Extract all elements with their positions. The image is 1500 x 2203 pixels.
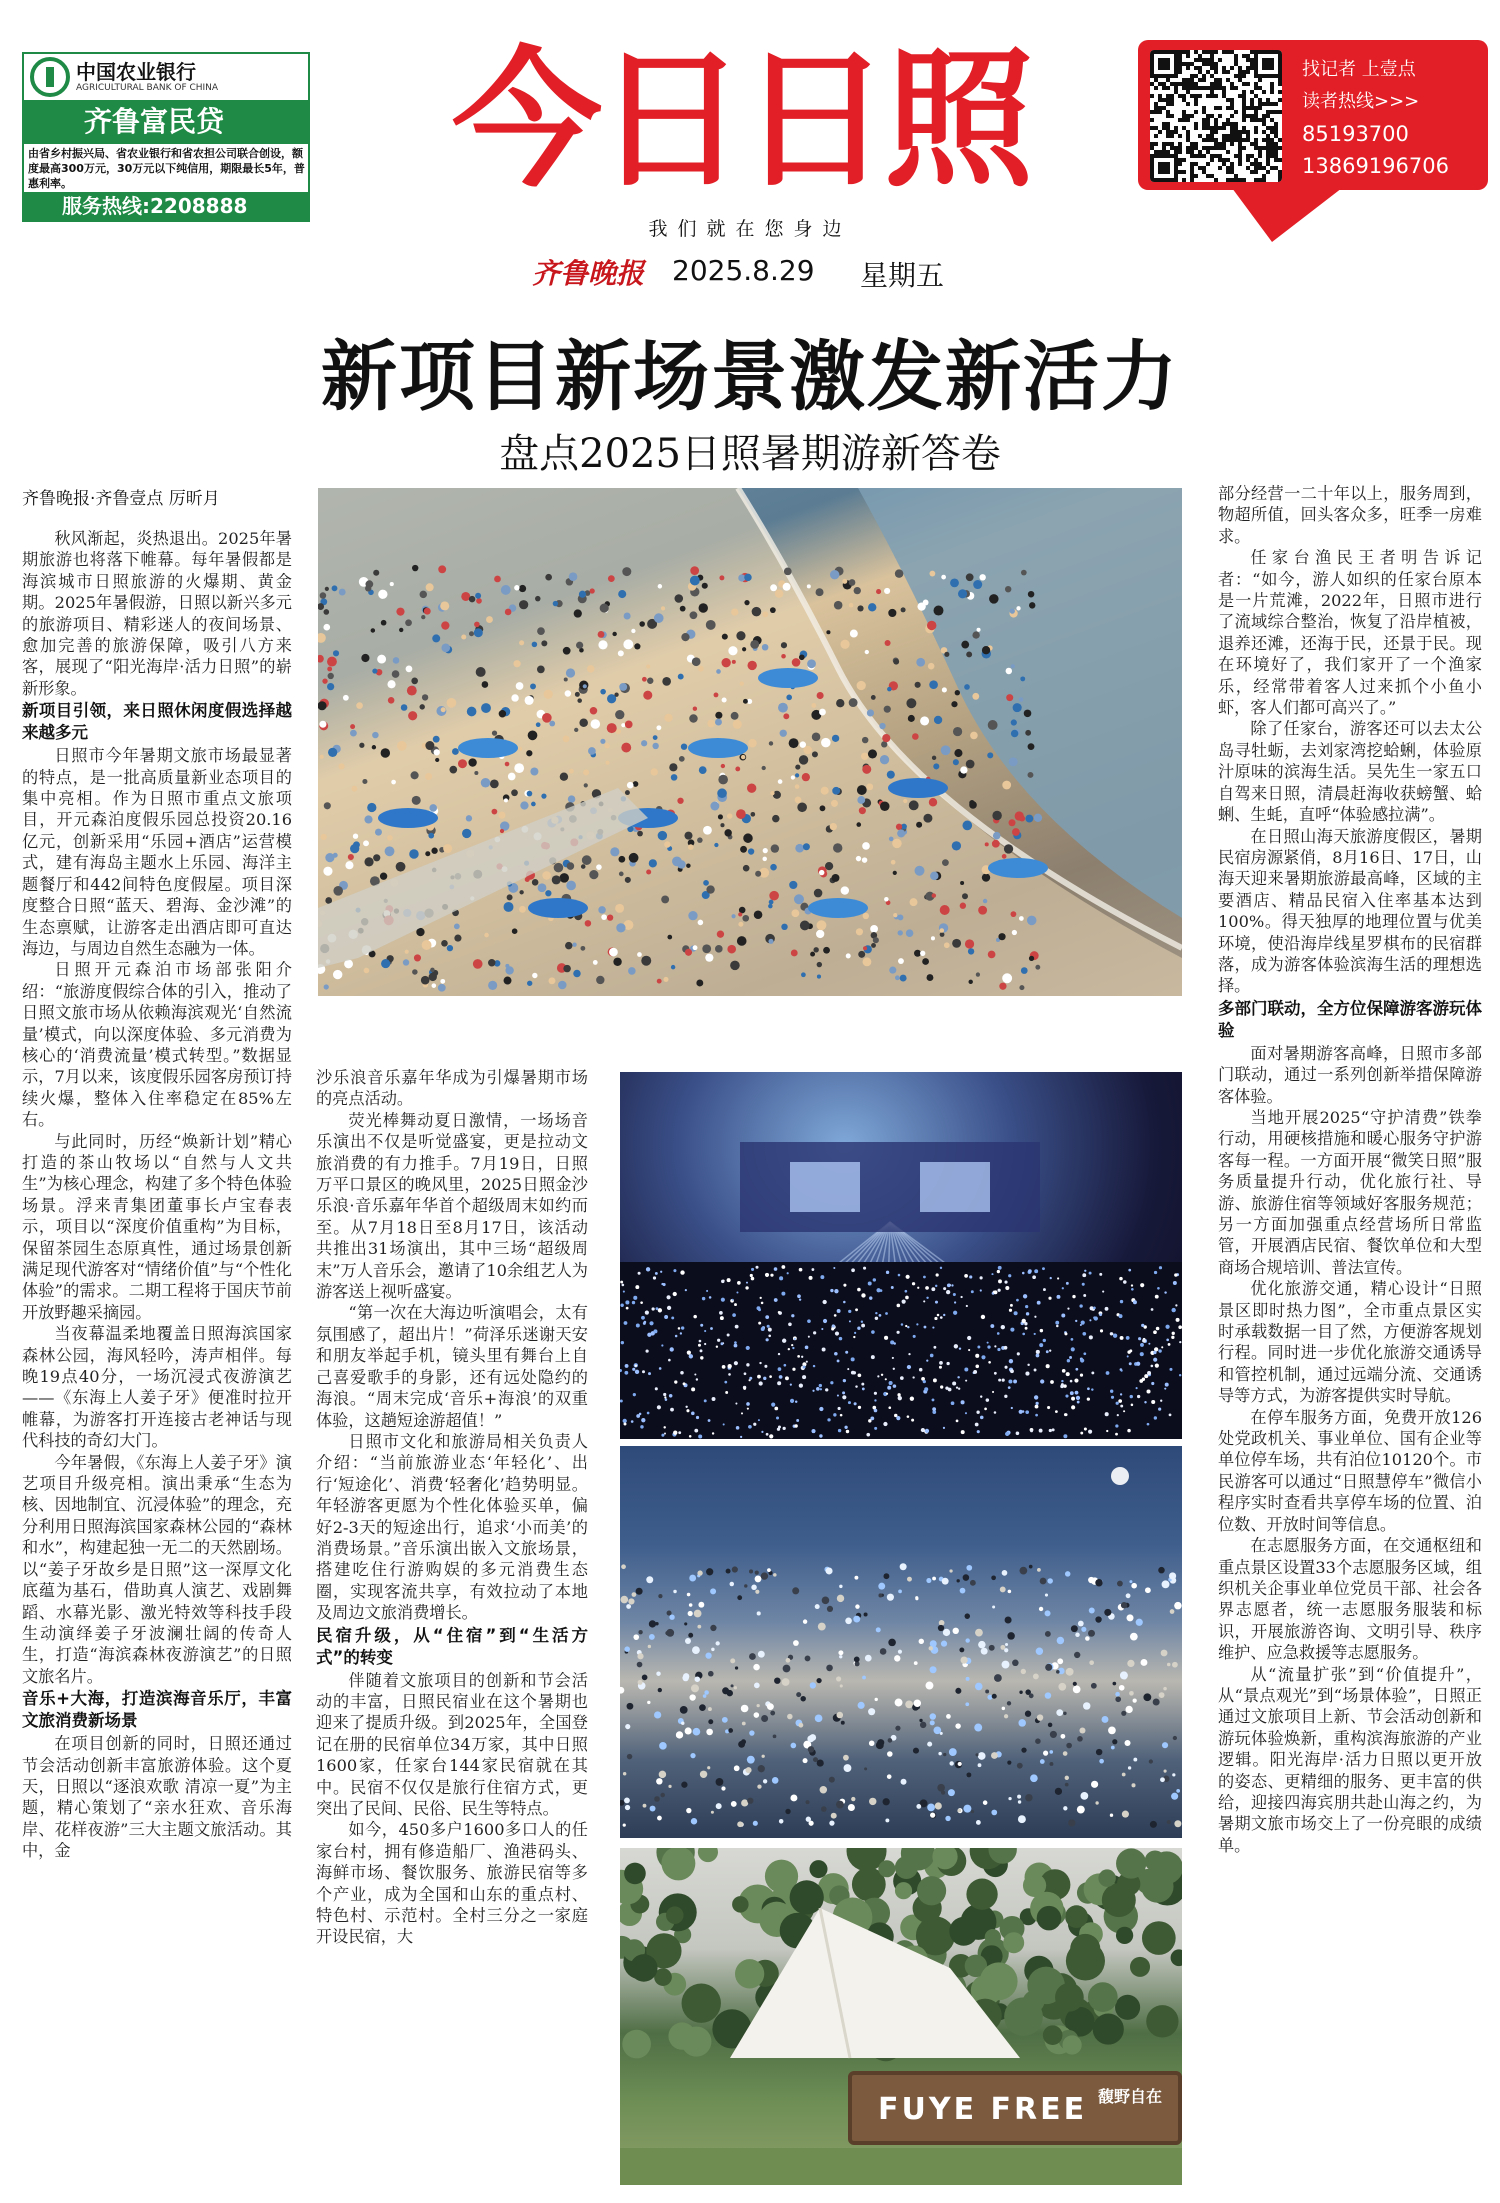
bank-name-en: AGRICULTURAL BANK OF CHINA (76, 83, 219, 93)
paragraph: 秋风渐起，炎热退出。2025年暑期旅游也将落下帷幕。每年暑假都是海滨城市日照旅游的火爆期、黄金期。2025年暑假游，日照以新兴多元的旅游项目、精彩迷人的夜间场景、愈加完善的旅游保障，吸引八方来客，展现了“阳光海岸·活力日照”的崭新形象。 (22, 529, 292, 698)
beach-crowd-photo (318, 488, 1182, 996)
camp-sign-text: FUYE FREE (878, 2092, 1088, 2127)
paragraph: 从“流量扩张”到“价值提升”，从“景点观光”到“场景体验”，日照正通过文旅项目上新、节会活动创新和游玩体验焕新，重构滨海旅游的产业逻辑。阳光海岸·活力日照以更开放的姿态、更精细的服务、更丰富的供给，迎接四海宾朋共赴山海之约，为暑期文旅市场交上了一份亮眼的成绩单。 (1218, 1664, 1482, 1855)
paragraph: 在停车服务方面，免费开放126处党政机关、事业单位、国有企业等单位停车场，共有泊位10120个。市民游客可以通过“日照慧停车”微信小程序实时查看共享停车场的位置、泊位数、开放时间等信息。 (1218, 1407, 1482, 1534)
bank-advertisement[interactable] (22, 52, 310, 222)
contact-phone-1[interactable]: 85193700 (1302, 122, 1409, 146)
paragraph: 荧光棒舞动夏日激情，一场场音乐演出不仅是听觉盛宴，更是拉动文旅消费的有力推手。7月19日，日照万平口景区的晚风里，2025日照金沙乐浪·音乐嘉年华首个超级周末如约而至。从7月18日至8月17日，该活动共推出31场演出，其中三场“超级周末”万人音乐会，邀请了10余组艺人为游客送上视听盛宴。 (316, 1110, 588, 1302)
paragraph: 除了任家台，游客还可以去太公岛寻牡蛎，去刘家湾挖蛤蜊，体验原汁原味的滨海生活。吴先生一家五口自驾来日照，清晨赶海收获螃蟹、蛤蜊、生蚝，直呼“体验感拉满”。 (1218, 719, 1482, 825)
paragraph: 沙乐浪音乐嘉年华成为引爆暑期市场的亮点活动。 (316, 1068, 588, 1109)
article-column-1 (22, 528, 292, 2193)
article-column-2 (316, 1067, 588, 2193)
paragraph: “第一次在大海边听演唱会，太有氛围感了，超出片！”荷泽乐迷谢天安和朋友举起手机，镜头里有舞台上自己喜爱歌手的身影，还有远处隐约的海浪。“周末完成‘音乐+海浪’的双重体验，这趟短途游超值！” (316, 1303, 588, 1430)
paragraph: 如今，450多户1600多口人的任家台村，拥有修造船厂、渔港码头、海鲜市场、餐饮服务、旅游民宿等多个产业，成为全国和山东的重点村、特色村、示范村。全村三分之一家庭开设民宿，大 (316, 1820, 588, 1947)
paragraph: 当地开展2025“守护清费”铁拳行动，用硬核措施和暖心服务守护游客每一程。一方面开展“微笑日照”服务质量提升行动，优化旅行社、导游、旅游住宿等领域好客服务规范；另一方面加强重点经营场所日常监管，开展酒店民宿、餐饮单位和大型商场合规培训、普法宣传。 (1218, 1107, 1482, 1277)
qr-code-icon[interactable] (1150, 50, 1282, 182)
camp-tent-photo (620, 1848, 1182, 2185)
paragraph: 日照市文化和旅游局相关负责人介绍：“当前旅游业态‘年轻化’、出行‘短途化’、消费‘轻奢化’趋势明显。年轻游客更愿为个性化体验买单，偏好2-3天的短途出行，追求‘小而美’的消费场景。”音乐演出嵌入文旅场景，搭建吃住行游购娱的多元消费生态圈，实现客流共享，有效拉动了本地及周边文旅消费增长。 (316, 1431, 588, 1623)
masthead-slogan: 我们就在您身边 (648, 218, 852, 240)
article-subheadline: 盘点2025日照暑期游新答卷 (499, 431, 1001, 477)
paragraph: 在项目创新的同时，日照还通过节会活动创新丰富旅游体验。这个夏天，日照以“逐浪欢歌 清凉一夏”为主题，精心策划了“亲水狂欢、音乐海岸、花样夜游”三大主题文旅活动。其中，金 (22, 1734, 292, 1861)
contact-line-hotline: 读者热线>>> (1302, 91, 1420, 112)
contact-text (1302, 54, 1488, 182)
article-byline: 齐鲁晚报·齐鲁壹点 厉昕月 (22, 489, 220, 509)
paragraph: 伴随着文旅项目的创新和节会活动的丰富，日照民宿业在这个暑期也迎来了提质升级。到2025年，全国登记在册的民宿单位34万家，其中日照1600家，任家台144家民宿就在其中。民宿不仅仅是旅行住宿方式，更突出了民间、民俗、民生等特点。 (316, 1670, 588, 1818)
section-heading: 音乐+大海，打造滨海音乐厅，丰富文旅消费新场景 (22, 1689, 292, 1731)
paragraph: 部分经营一二十年以上，服务周到，物超所值，回头客众多，旺季一房难求。 (1218, 484, 1482, 546)
section-heading: 民宿升级，从“住宿”到“生活方式”的转变 (316, 1625, 588, 1667)
article-column-3 (1218, 483, 1482, 2193)
section-heading: 多部门联动，全方位保障游客游玩体验 (1218, 998, 1482, 1040)
paragraph: 在志愿服务方面，在交通枢纽和重点景区设置33个志愿服务区域，组织机关企事业单位党员干部、社会各界志愿者，统一志愿服务服装和标识，开展旅游咨询、文明引导、秩序维护、应急救援等志愿服务。 (1218, 1536, 1482, 1663)
contact-box-tail (1232, 188, 1342, 242)
abc-logo-icon (30, 57, 70, 97)
ad-description: 由省乡村振兴局、省农业银行和省农担公司联合创设，额度最高300万元，30万元以下纯信用，期限最长5年，普惠利率。 (28, 147, 305, 190)
bank-brand (24, 54, 308, 100)
paragraph: 与此同时，历经“焕新计划”精心打造的茶山牧场以“自然与人文共生”为核心理念，构建了多个特色体验场景。浮来青集团董事长卢宝春表示，项目以“深度价值重构”为目标，保留茶园生态原真性，通过场景创新满足现代游客对“情绪价值”与“个性化体验”的需求。二期工程将于国庆节前开放野趣采摘园。 (22, 1131, 292, 1322)
night-tidepool-photo (620, 1446, 1182, 1838)
paragraph: 日照开元森泊市场部张阳介绍：“旅游度假综合体的引入，推动了日照文旅市场从依赖海滨观光‘自然流量’模式，向以深度体验、多元消费为核心的‘消费流量’模式转型。”数据显示，7月以来，该度假乐园客房预订持续火爆，整体入住率稳定在85%左右。 (22, 960, 292, 1130)
paragraph: 今年暑假，《东海上人姜子牙》演艺项目升级亮相。演出秉承“生态为核、因地制宜、沉浸体验”的理念，充分利用日照海滨国家森林公园的“森林和水”，构建起独一无二的天然剧场。以“姜子牙故乡是日照”这一深厚文化底蕴为基石，借助真人演艺、戏剧舞蹈、水幕光影、激光特效等科技手段生动演绎姜子牙波澜壮阔的传奇人生，打造“海滨森林夜游演艺”的日照文旅名片。 (22, 1452, 292, 1686)
article-headline: 新项目新场景激发新活力 (321, 332, 1179, 421)
paragraph: 面对暑期游客高峰，日照市多部门联动，通过一系列创新举措保障游客体验。 (1218, 1043, 1482, 1106)
paragraph: 优化旅游交通，精心设计“日照景区即时热力图”，全市重点景区实时承载数据一目了然，方便游客规划行程。同时进一步优化旅游交通诱导和管控机制，通过远端分流、交通诱导等方式，为游客提供实时导航。 (1218, 1279, 1482, 1406)
newspaper-name: 齐鲁晚报 (532, 257, 645, 290)
camp-sign-chinese: 馥野自在 (1098, 2087, 1163, 2106)
bank-name: 中国农业银行 (76, 60, 196, 84)
paragraph: 在日照山海天旅游度假区，暑期民宿房源紧俏，8月16日、17日，山海天迎来暑期旅游最高峰，区域的主要酒店、精品民宿入住率基本达到100%。得天独厚的地理位置与优美环境，使沿海岸线星罗棋布的民宿群落，成为游客体验滨海生活的理想选择。 (1218, 826, 1482, 996)
issue-date: 2025.8.29 (672, 254, 815, 287)
ad-hotline: 服务热线:2208888 (24, 192, 308, 220)
section-heading: 新项目引领，来日照休闲度假选择越来越多元 (22, 701, 292, 743)
paragraph: 任家台渔民王者明告诉记者：“如今，游人如织的任家台原本是一片荒滩，2022年，日照市进行了流域综合整治，恢复了沿岸植被，退养还滩，还海于民，还景于民。现在环境好了，我们家开了一个渔家乐，经常带着客人过来抓个小鱼小虾，客人们都可高兴了。” (1218, 548, 1482, 718)
paragraph: 日照市今年暑期文旅市场最显著的特点，是一批高质量新业态项目的集中亮相。作为日照市重点文旅项目，开元森泊度假乐园总投资20.16亿元，创新采用“乐园+酒店”运营模式，建有海岛主题水上乐园、海洋主题餐厅和442间特色度假屋。项目深度整合日照“蓝天、碧海、金沙滩”的生态禀赋，让游客走出酒店即可直达海边，与周边自然生态融为一体。 (22, 746, 292, 958)
masthead-title: 今日日照 (451, 34, 1028, 208)
issue-weekday: 星期五 (860, 259, 945, 292)
paragraph: 当夜幕温柔地覆盖日照海滨国家森林公园，海风轻吟，涛声相伴。每晚19点40分，一场沉浸式夜游演艺——《东海上人姜子牙》便准时拉开帷幕，为游客打开连接古老神话与现代科技的奇幻大门。 (22, 1324, 292, 1451)
contact-line-reporter: 找记者 上壹点 (1302, 59, 1416, 80)
ad-product: 齐鲁富民贷 (24, 100, 308, 144)
contact-phone-2[interactable]: 13869196706 (1302, 154, 1449, 178)
concert-stage-photo (620, 1072, 1182, 1439)
